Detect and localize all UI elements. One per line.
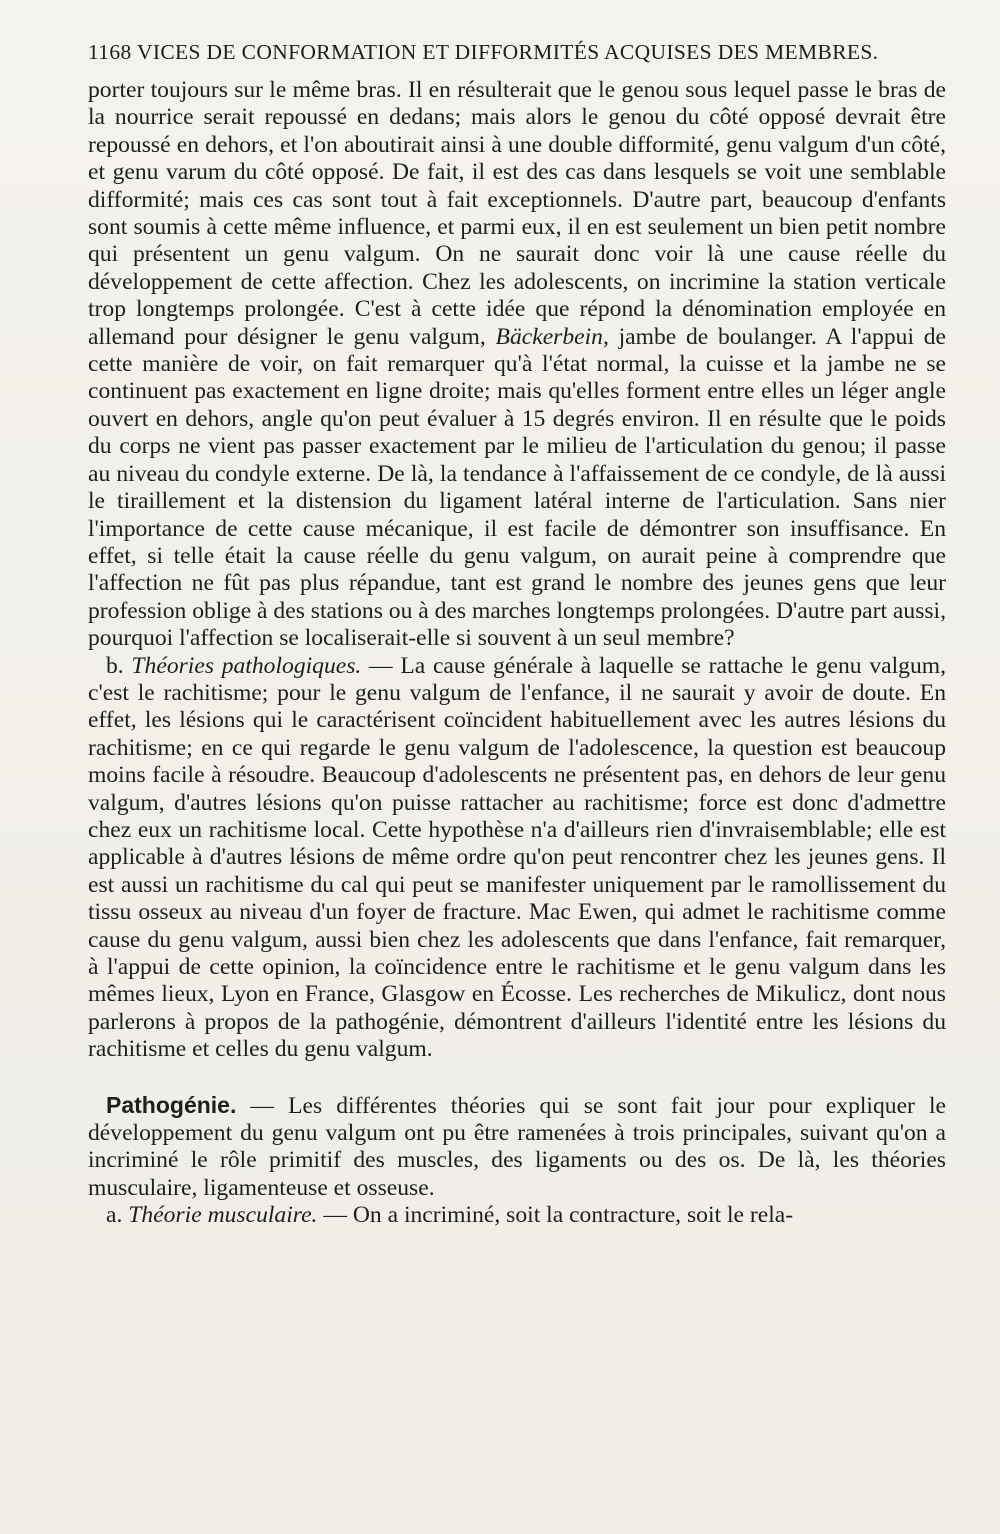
- body-text: [88, 77, 946, 1230]
- italic-term: Bäckerbein: [495, 323, 603, 350]
- running-title: VICES DE CONFORMATION ET DIFFORMITÉS ACQUISES DES MEMBRES.: [136, 40, 879, 64]
- paragraph-text: , jambe de boulanger. A l'appui de cette manière de voir, on fait remarquer qu'à l'état normal, la cuisse et la jambe ne se continuent pas exactement en ligne droite; mais qu'elles forment entre elles un léger angle ouvert en dehors, angle qu'on peut évaluer à 15 degrés environ. Il en résulte que le poids du corps ne vient pas passer exactement par le milieu de l'articulation du genou; il passe au niveau du condyle externe. De là, la tendance à l'affaissement de ce condyle, de là aussi le tiraillement et la distension du ligament latéral interne de l'articulation. Sans nier l'importance de cette cause mécanique, il est facile de démontrer son insuffisance. En effet, si telle était la cause réelle du genu valgum, on aurait peine à comprendre que l'affection ne fût pas plus répandue, tant est grand le nombre des jeunes gens que leur profession oblige à des stations ou à des marches longtemps prolongées. D'autre part aussi, pourquoi l'affection se localiserait-elle si souvent à un seul membre?: [88, 323, 947, 652]
- paragraph-pathogenie: [88, 1092, 946, 1203]
- paragraph-text: — Les différentes théories qui se sont fait jour pour expliquer le développement du genu valgum ont pu être ramenées à trois principales, suivant qu'on a incriminé le rôle primitif des muscles, des ligaments ou des os. De là, les théories musculaire, ligamenteuse et osseuse.: [88, 1092, 946, 1201]
- paragraph-pathological-theories: [88, 653, 946, 1064]
- subsection-title: Théorie musculaire.: [128, 1202, 318, 1229]
- page-number: 1168: [88, 40, 132, 64]
- list-marker: b.: [106, 652, 132, 679]
- paragraph-muscular-theory: [88, 1202, 946, 1229]
- list-marker: a.: [106, 1202, 129, 1229]
- subsection-title: Théories pathologiques.: [131, 652, 362, 679]
- paragraph-mechanical-causes: [88, 77, 946, 653]
- section-title: Pathogénie.: [106, 1091, 237, 1118]
- paragraph-text: — On a incriminé, soit la contracture, soit le rela-: [317, 1202, 794, 1229]
- paragraph-text: porter toujours sur le même bras. Il en résulterait que le genou sous lequel passe le bras de la nourrice serait repoussé en dedans; mais alors le genou du côté opposé devrait être repoussé en dehors, et l'on aboutirait ainsi à une double difformité, genu valgum d'un côté, et genu varum du côté opposé. De fait, il est des cas dans lesquels se voit une semblable difformité; mais ces cas sont tout à fait exceptionnels. D'autre part, beaucoup d'enfants sont soumis à cette même influence, et parmi eux, il en est seulement un bien petit nombre qui présentent un genu valgum. On ne saurait donc voir là une cause réelle du développement de cette affection. Chez les adolescents, on incrimine la station verticale trop longtemps prolongée. C'est à cette idée que répond la dénomination employée en allemand pour désigner le genu valgum,: [88, 77, 946, 350]
- paragraph-text: — La cause générale à laquelle se rattache le genu valgum, c'est le rachitisme; pour le genu valgum de l'enfance, il ne saurait y avoir de doute. En effet, les lésions qui le caractérisent coïncident habituellement avec les autres lésions du rachitisme; en ce qui regarde le genu valgum de l'adolescence, la question est beaucoup moins facile à résoudre. Beaucoup d'adolescents ne présentent pas, en dehors de leur genu valgum, d'autres lésions qu'on puisse rattacher au rachitisme; force est donc d'admettre chez eux un rachitisme local. Cette hypothèse n'a d'ailleurs rien d'invraisemblable; elle est applicable à d'autres lésions de même ordre qu'on peut rencontrer chez les jeunes gens. Il est aussi un rachitisme du cal qui peut se manifester uniquement par le ramollissement du tissu osseux au niveau d'un foyer de fracture. Mac Ewen, qui admet le rachitisme comme cause du genu valgum, aussi bien chez les adolescents que dans l'enfance, fait remarquer, à l'appui de cette opinion, la coïncidence entre le rachitisme et le genu valgum dans les mêmes lieux, Lyon en France, Glasgow en Écosse. Les recherches de Mikulicz, dont nous parlerons à propos de la pathogénie, démontrent d'ailleurs l'identité entre les lésions du rachitisme et celles du genu valgum.: [88, 652, 946, 1063]
- running-header: [88, 40, 908, 65]
